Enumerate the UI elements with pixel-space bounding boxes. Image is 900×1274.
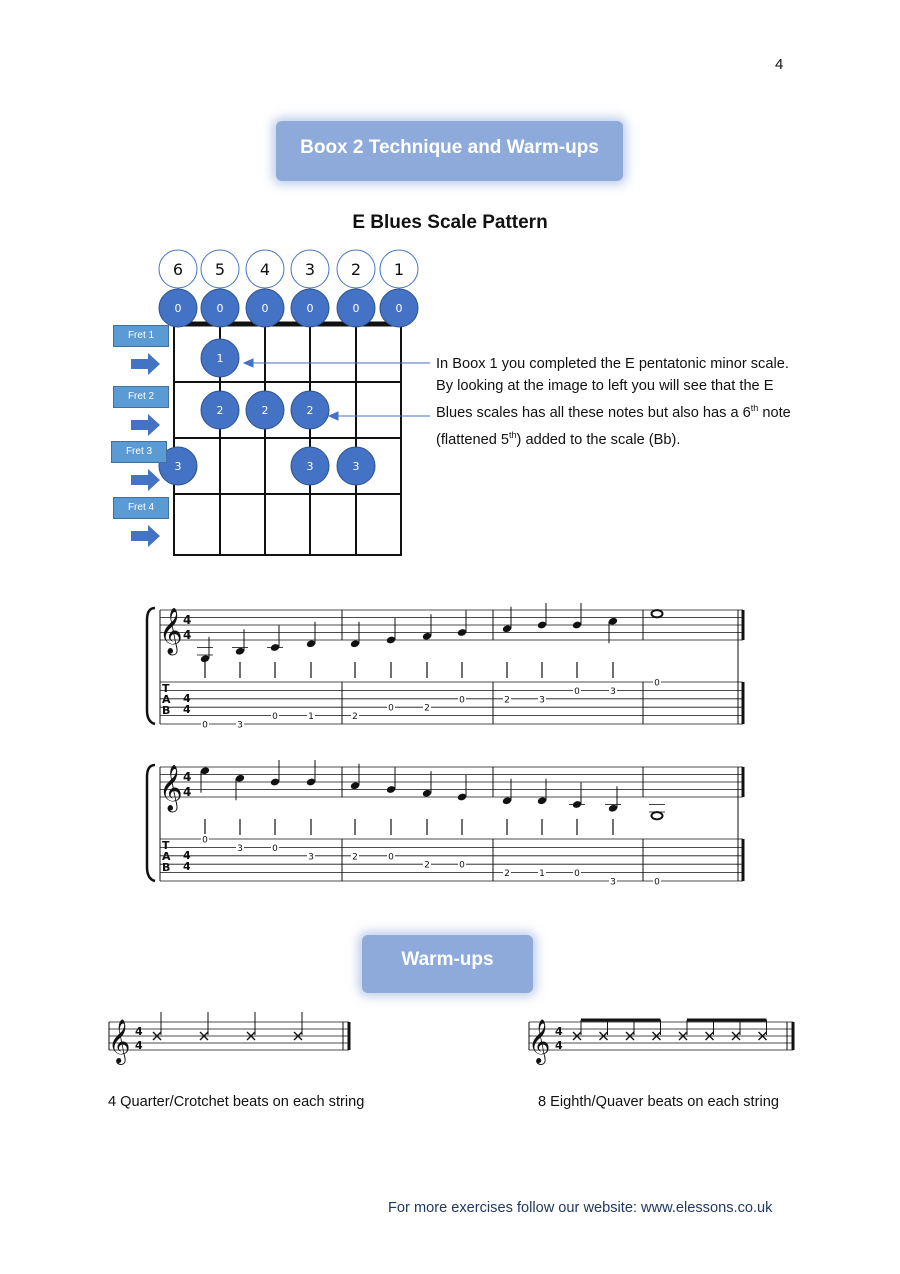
tab-fret-number: 2: [352, 852, 358, 863]
open-string-dot: [291, 289, 329, 327]
warmup-caption-eighth: 8 Eighth/Quaver beats on each string: [538, 1094, 779, 1110]
scale-description: In Boox 1 you completed the E pentatonic minor scale. By looking at the image to left you will see that the E Blues scales has all these notes but also has a 6th note (flattened 5th) added to the scale (Bb).: [436, 356, 791, 448]
page-number: 4: [775, 56, 784, 73]
open-string-dot: [159, 289, 197, 327]
open-string-dot: [201, 289, 239, 327]
tab-fret-number: 0: [272, 843, 278, 854]
section-title: E Blues Scale Pattern: [352, 212, 548, 233]
system-brace: [147, 765, 155, 881]
tab-fret-number: 0: [459, 860, 465, 871]
footer-link[interactable]: For more exercises follow our website: www.elessons.co.uk: [388, 1200, 773, 1216]
time-signature: 4: [183, 860, 191, 873]
string-number: 6: [172, 260, 184, 279]
tab-fret-number: 3: [610, 686, 616, 697]
fret-label: Fret 2: [113, 386, 169, 408]
tab-fret-number: 0: [202, 835, 208, 846]
tab-fret-number: 0: [654, 877, 660, 888]
whole-note: [652, 610, 663, 617]
tab-fret-number: 0: [388, 852, 394, 863]
tab-fret-number: 3: [610, 877, 616, 888]
string-number: 3: [304, 260, 316, 279]
open-string-dot: [380, 289, 418, 327]
system-brace: [147, 608, 155, 724]
time-signature: 4: [555, 1039, 563, 1052]
string-number: 5: [214, 260, 226, 279]
tab-fret-number: 2: [424, 860, 430, 871]
time-signature: 4: [183, 849, 191, 862]
tab-fret-number: 0: [272, 712, 278, 723]
tab-fret-number: 3: [308, 852, 314, 863]
tab-fret-number: 3: [539, 695, 545, 706]
svg-text:2: 2: [216, 404, 224, 417]
tab-letter: A: [162, 850, 171, 863]
tab-letter: B: [162, 861, 171, 874]
fret-dot: [201, 391, 239, 429]
svg-text:1: 1: [216, 352, 224, 365]
tab-fret-number: 0: [574, 686, 580, 697]
title-banner: Boox 2 Technique and Warm-ups: [276, 121, 623, 181]
time-signature: 4: [183, 785, 192, 799]
warmup-quarter-staff: [105, 1010, 365, 1070]
string-number: 4: [259, 260, 271, 279]
arrow-right-icon: [131, 352, 161, 376]
string-number-circle: [201, 250, 239, 288]
svg-text:3: 3: [306, 460, 314, 473]
svg-text:2: 2: [306, 404, 314, 417]
string-number: 1: [393, 260, 405, 279]
string-number-circle: [159, 250, 197, 288]
string-number-circle: [246, 250, 284, 288]
time-signature: 4: [183, 628, 192, 642]
tab-letter: T: [162, 682, 170, 695]
notation-system-descending: [145, 757, 765, 897]
tab-fret-number: 3: [237, 720, 243, 731]
tab-letter: B: [162, 704, 171, 717]
svg-text:0: 0: [352, 302, 360, 315]
treble-clef-icon: 𝄞: [108, 1019, 131, 1063]
tab-letter: T: [162, 839, 170, 852]
svg-text:3: 3: [352, 460, 360, 473]
tab-letter: A: [162, 693, 171, 706]
tab-fret-number: 2: [504, 695, 510, 706]
svg-text:0: 0: [261, 302, 269, 315]
fret-dot: [337, 447, 375, 485]
fret-label: Fret 3: [111, 441, 167, 463]
svg-text:0: 0: [216, 302, 224, 315]
tab-fret-number: 0: [574, 869, 580, 880]
arrow-right-icon: [131, 413, 161, 437]
time-signature: 4: [555, 1025, 563, 1038]
tab-fret-number: 1: [539, 869, 545, 880]
fret-dot: [246, 391, 284, 429]
svg-text:0: 0: [174, 302, 182, 315]
tab-fret-number: 1: [308, 712, 314, 723]
warmup-eighth-staff: [525, 1010, 805, 1070]
time-signature: 4: [183, 692, 191, 705]
arrow-right-icon: [131, 468, 161, 492]
fret-dot: [291, 391, 329, 429]
whole-note: [652, 812, 663, 819]
fret-dot: [291, 447, 329, 485]
tab-fret-number: 3: [237, 843, 243, 854]
treble-clef-icon: 𝄞: [159, 608, 183, 654]
tab-fret-number: 2: [352, 712, 358, 723]
time-signature: 4: [183, 770, 192, 784]
fret-label: Fret 1: [113, 325, 169, 347]
time-signature: 4: [183, 613, 192, 627]
string-number-circle: [380, 250, 418, 288]
open-string-dot: [337, 289, 375, 327]
time-signature: 4: [135, 1039, 143, 1052]
svg-text:3: 3: [174, 460, 182, 473]
notation-system-ascending: [145, 600, 765, 740]
svg-text:2: 2: [261, 404, 269, 417]
fret-dot: [201, 339, 239, 377]
tab-fret-number: 2: [424, 703, 430, 714]
tab-fret-number: 0: [388, 703, 394, 714]
tab-fret-number: 0: [202, 720, 208, 731]
treble-clef-icon: 𝄞: [528, 1019, 551, 1063]
svg-text:0: 0: [306, 302, 314, 315]
fret-label: Fret 4: [113, 497, 169, 519]
open-string-dot: [246, 289, 284, 327]
tab-fret-number: 0: [654, 678, 660, 689]
time-signature: 4: [135, 1025, 143, 1038]
arrow-right-icon: [131, 524, 161, 548]
treble-clef-icon: 𝄞: [159, 765, 183, 811]
string-number: 2: [350, 260, 362, 279]
tab-fret-number: 0: [459, 695, 465, 706]
string-number-circle: [291, 250, 329, 288]
string-number-circle: [337, 250, 375, 288]
tab-fret-number: 2: [504, 869, 510, 880]
warmups-banner: Warm-ups: [362, 935, 533, 993]
time-signature: 4: [183, 703, 191, 716]
warmup-caption-quarter: 4 Quarter/Crotchet beats on each string: [108, 1094, 365, 1110]
svg-text:0: 0: [395, 302, 403, 315]
